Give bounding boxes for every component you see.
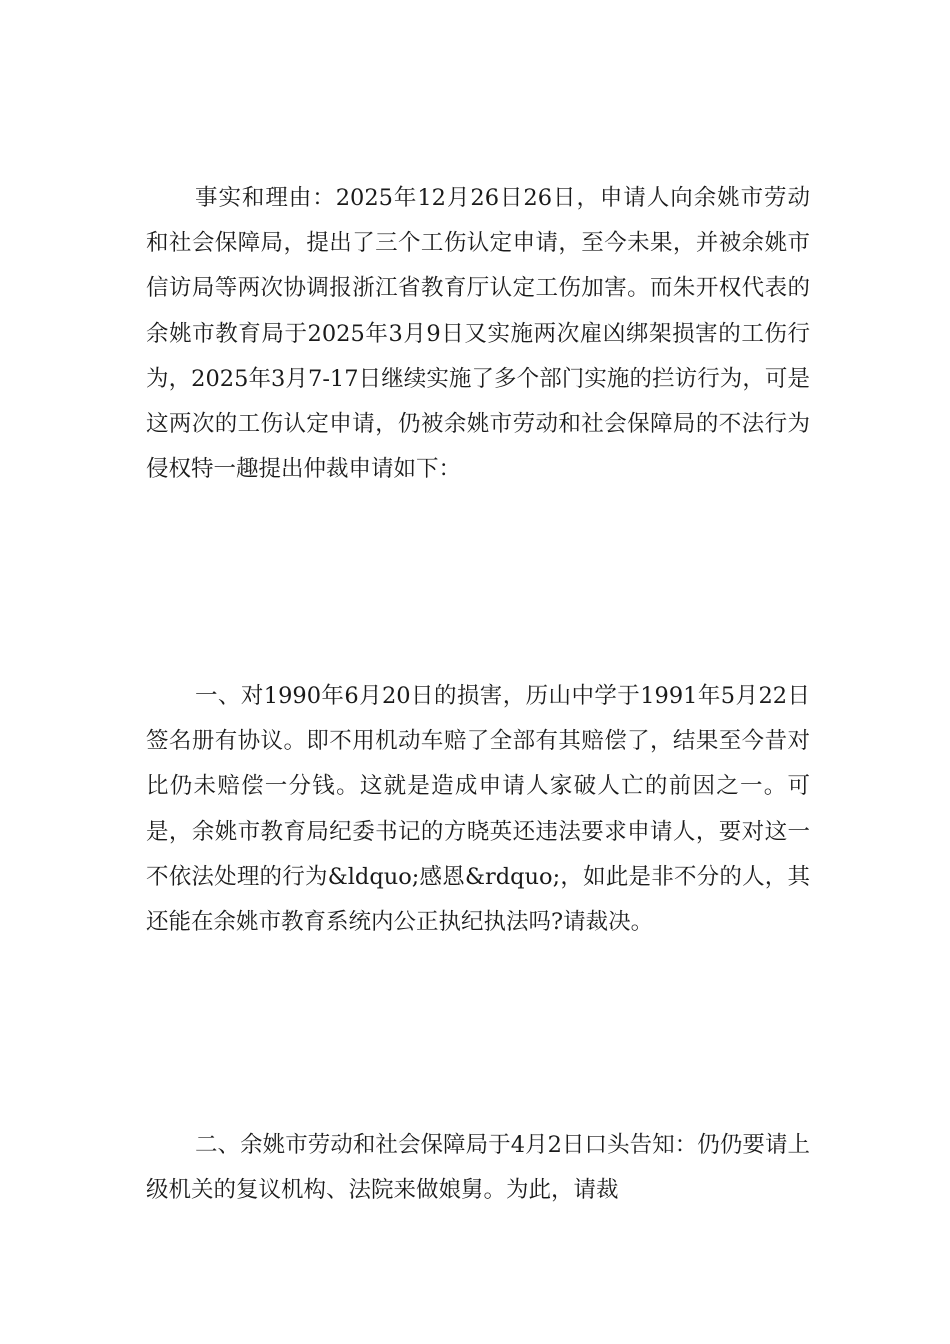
paragraph-item-two: 二、余姚市劳动和社会保障局于4月2日口头告知：仍仍要请上级机关的复议机构、法院来做娘舅。为此，请裁 [146,1132,810,1204]
paragraph-facts-and-reasons: 事实和理由：2025年12月26日26日，申请人向余姚市劳动和社会保障局，提出了三个工伤认定申请，至今未果，并被余姚市信访局等两次协调报浙江省教育厅认定工伤加害。而朱开权代表的余姚市教育局于2025年3月9日又实施两次雇凶绑架损害的工伤行为，2025年3月7-17日继续实施了多个部门实施的拦访行为，可是这两次的工伤认定申请，仍被余姚市劳动和社会保障局的不法行为侵权特一趣提出仲裁申请如下： [146,185,810,483]
paragraph-item-one: 一、对1990年6月20日的损害，历山中学于1991年5月22日签名册有协议。即不用机动车赔了全部有其赔偿了，结果至今昔对比仍未赔偿一分钱。这就是造成申请人家破人亡的前因之一。可是，余姚市教育局纪委书记的方晓英还违法要求申请人，要对这一不依法处理的行为&ldquo;感恩&rdquo;，如此是非不分的人，其还能在余姚市教育系统内公正执纪执法吗?请裁决。 [146,683,810,936]
